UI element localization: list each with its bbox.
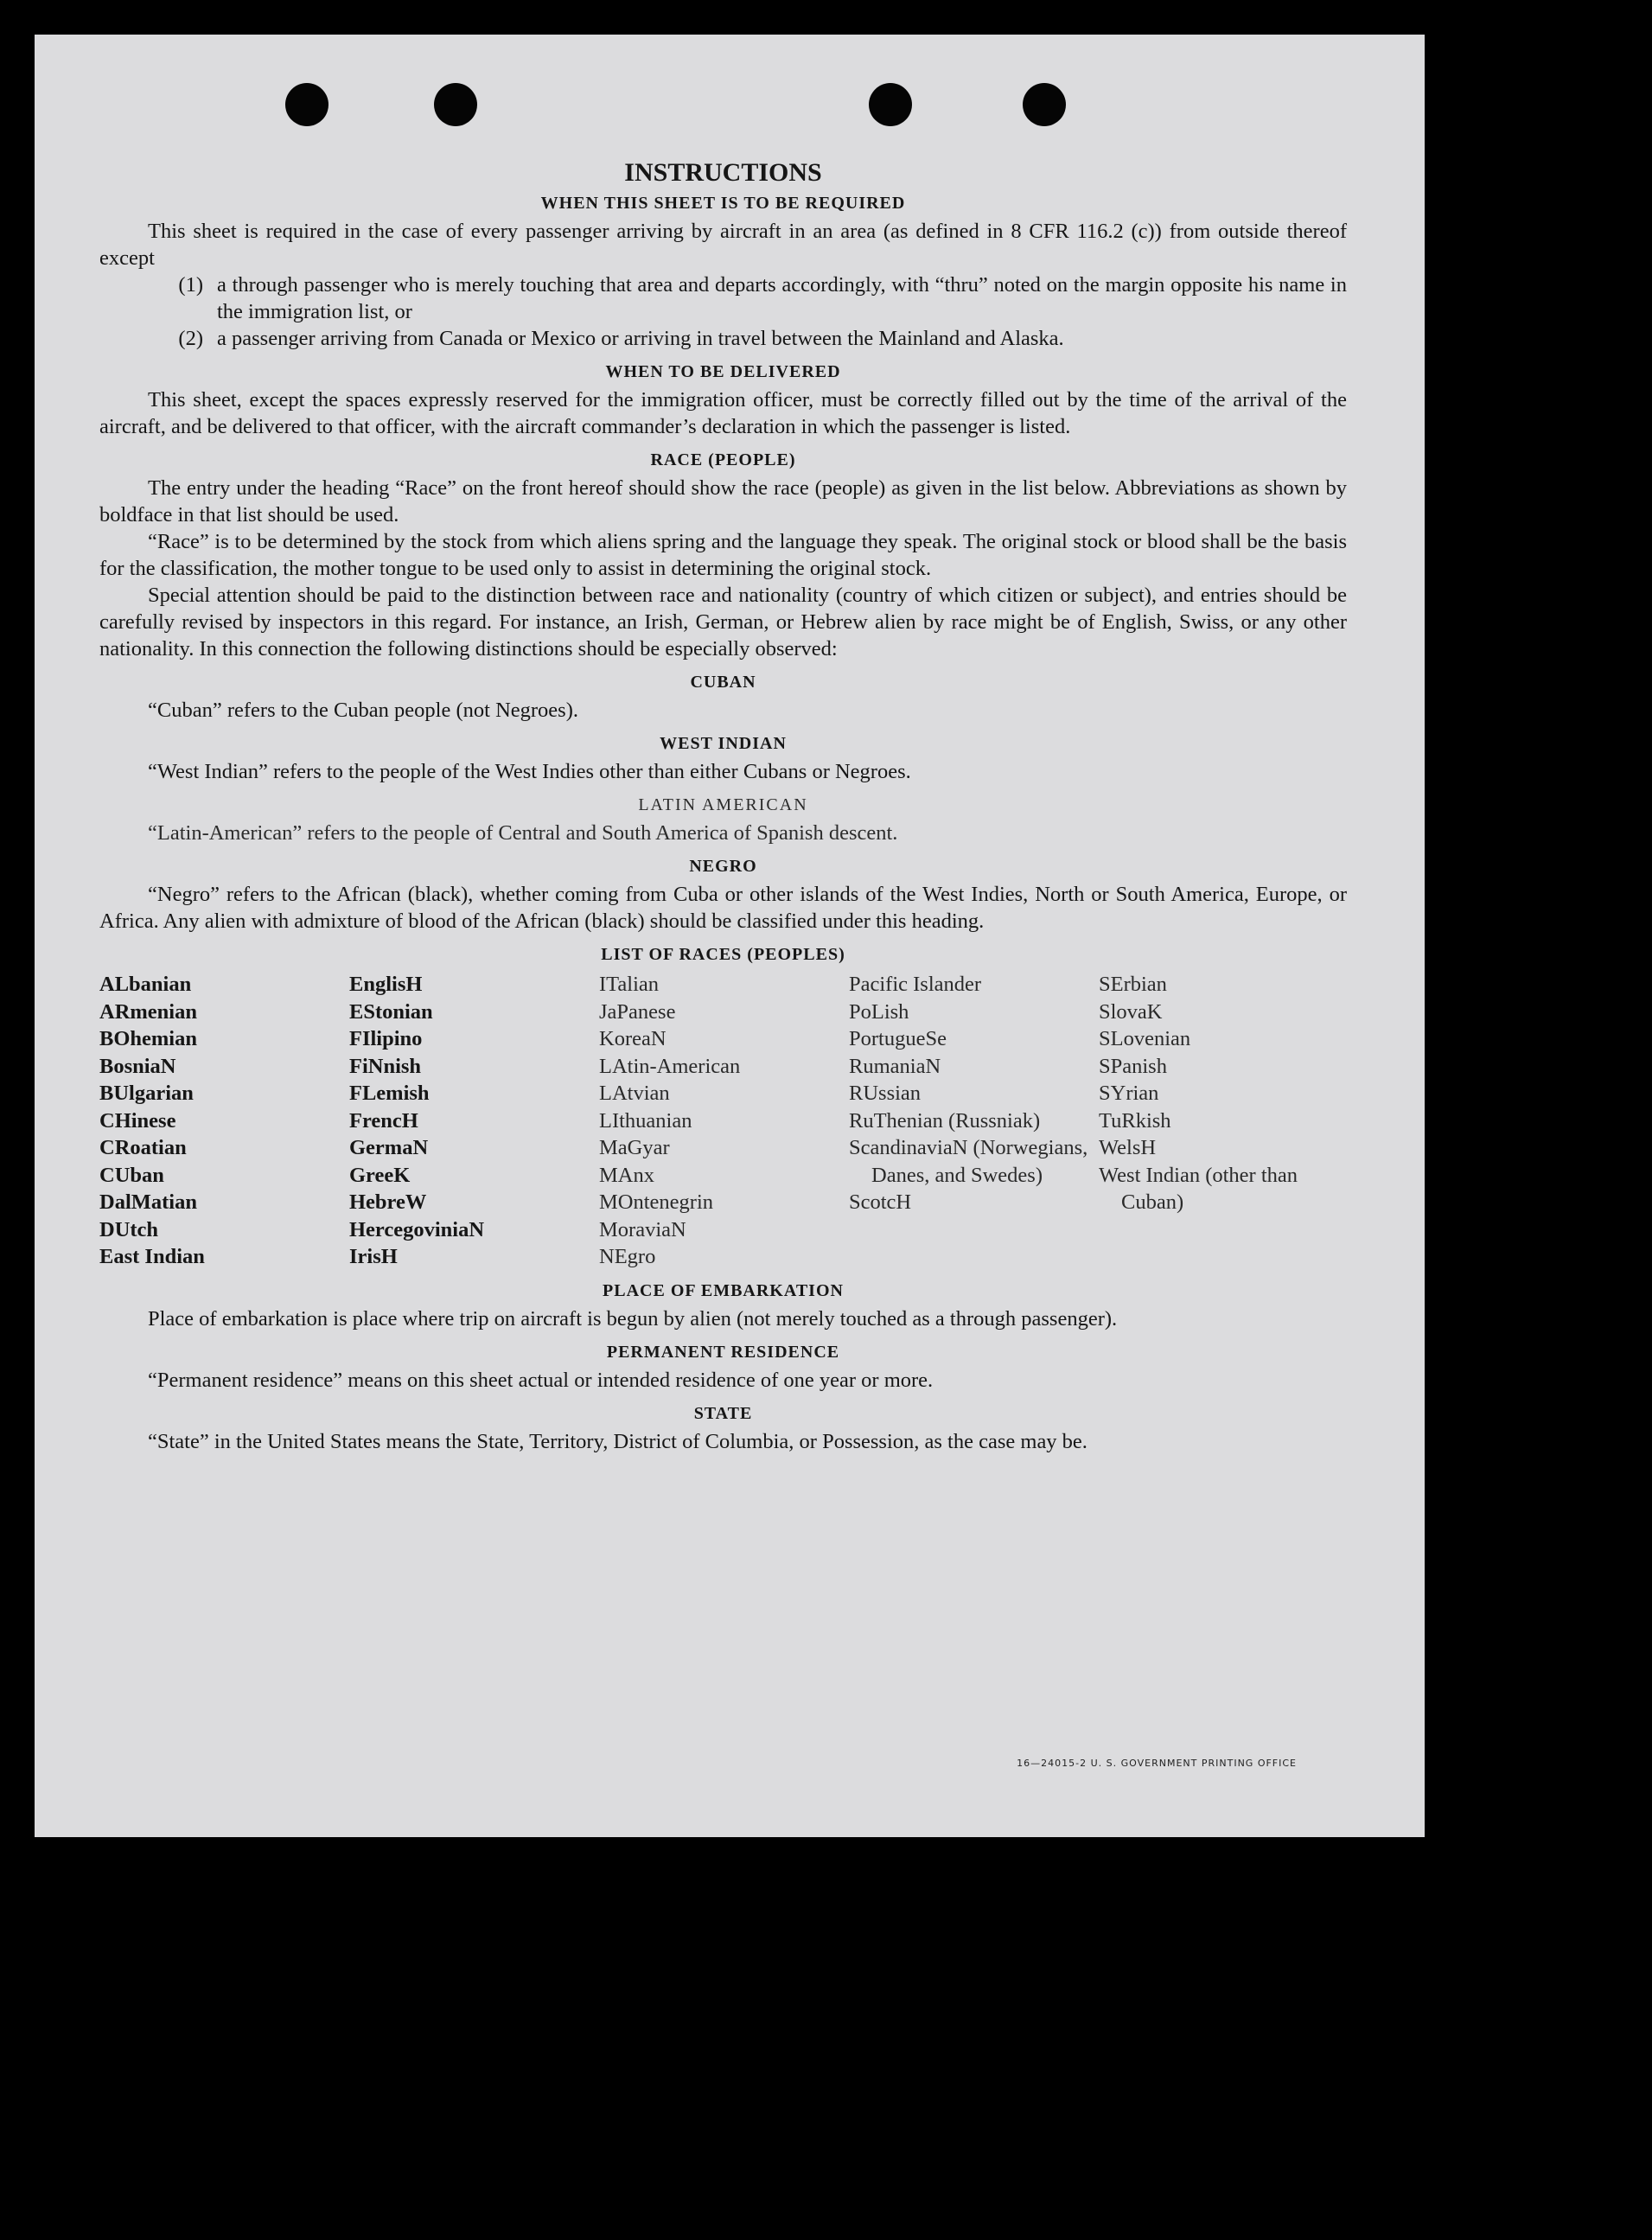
race-entry: SErbian — [1099, 973, 1167, 996]
race-entry: RUssian — [849, 1082, 922, 1105]
paragraph: “Permanent residence” means on this sheet actual or intended residence of one year or more. — [148, 1368, 934, 1392]
paragraph: This sheet is required in the case of every passenger arriving by aircraft in an area (as defined in 8 CFR 116.2 (c)) from outside thereof except — [99, 220, 1347, 270]
paragraph: The entry under the heading “Race” on the front hereof should show the race (people) as given in the list below. Abbreviations as shown by boldface in that list should be used. — [99, 476, 1347, 526]
section-heading: PLACE OF EMBARKATION — [603, 1280, 844, 1300]
race-entry: TuRkish — [1099, 1108, 1171, 1133]
race-entry: CUban — [99, 1163, 164, 1187]
races-column — [99, 971, 349, 1271]
race-entry: FrencH — [349, 1108, 418, 1133]
paragraph: “Latin-American” refers to the people of Central and South America of Spanish descent. — [148, 821, 898, 845]
race-entry: HercegoviniaN — [349, 1217, 485, 1241]
race-entry: East Indian — [99, 1245, 205, 1268]
races-list — [99, 971, 1347, 1271]
race-entry: SPanish — [1099, 1054, 1167, 1078]
race-entry: ScandinaviaN (Norwegians, Danes, and Swedes) — [849, 1136, 1088, 1187]
section-heading: LIST OF RACES (PEOPLES) — [601, 945, 845, 964]
race-entry: KoreaN — [599, 1027, 667, 1050]
race-entry: DalMatian — [99, 1190, 197, 1214]
race-entry: DUtch — [99, 1217, 159, 1241]
race-entry: RuThenian (Russniak) — [849, 1108, 1041, 1133]
race-entry: EnglisH — [349, 973, 423, 996]
race-entry: ARmenian — [99, 999, 197, 1024]
race-entry: WelsH — [1099, 1136, 1157, 1159]
races-column — [349, 971, 599, 1271]
race-entry: LAtin-American — [599, 1054, 741, 1078]
race-entry: SYrian — [1099, 1082, 1159, 1105]
race-entry: FLemish — [349, 1082, 430, 1105]
race-entry: MoraviaN — [599, 1217, 686, 1241]
race-entry: NEgro — [599, 1245, 656, 1268]
section-heading: WHEN TO BE DELIVERED — [605, 362, 841, 381]
race-entry: BosniaN — [99, 1054, 176, 1078]
item-text: a passenger arriving from Canada or Mexico or arriving in travel between the Mainland and Alaska. — [217, 327, 1064, 350]
item-text: a through passenger who is merely touching that area and departs accordingly, with “thru” noted on the margin opposite his name in the immigration list, or — [217, 273, 1347, 323]
instructions-content — [99, 156, 1347, 1455]
races-column — [849, 971, 1099, 1271]
punch-hole — [285, 83, 328, 126]
section-heading: NEGRO — [689, 857, 757, 876]
race-entry: MaGyar — [599, 1136, 670, 1159]
section-heading: STATE — [693, 1403, 753, 1423]
paragraph: This sheet, except the spaces expressly reserved for the immigration officer, must be correctly filled out by the time of the arrival of the aircraft, and be delivered to that officer, with the aircraft commander’s declaration in which the passenger is listed. — [99, 388, 1347, 438]
section-heading: PERMANENT RESIDENCE — [606, 1342, 840, 1362]
race-entry: FIlipino — [349, 1027, 423, 1050]
race-entry: MOntenegrin — [599, 1190, 713, 1214]
race-entry: GreeK — [349, 1163, 411, 1187]
race-entry: SLovenian — [1099, 1027, 1191, 1050]
item-number: (2) — [178, 327, 203, 350]
paragraph: “Negro” refers to the African (black), whether coming from Cuba or other islands of the West Indies, North or South America, Europe, or Africa. Any alien with admixture of blood of the African (black) should be classified under this heading. — [99, 883, 1347, 933]
paragraph: Place of embarkation is place where trip on aircraft is begun by alien (not merely touched as a through passenger). — [148, 1306, 1118, 1331]
section-heading: WEST INDIAN — [660, 734, 787, 753]
section-heading: LATIN AMERICAN — [638, 795, 808, 814]
list-item — [99, 271, 1347, 325]
printing-office-code: 16—24015-2 U. S. GOVERNMENT PRINTING OFFICE — [1017, 1758, 1297, 1769]
races-column — [599, 971, 849, 1271]
race-entry: PoLish — [849, 999, 909, 1024]
race-entry: FiNnish — [349, 1054, 422, 1078]
item-number: (1) — [178, 273, 203, 297]
race-entry: ALbanian — [99, 973, 192, 996]
race-entry: HebreW — [349, 1190, 427, 1214]
paragraph: “State” in the United States means the State, Territory, District of Columbia, or Possession, as the case may be. — [148, 1429, 1088, 1453]
races-column — [1099, 971, 1349, 1271]
race-entry: BUlgarian — [99, 1082, 194, 1105]
race-entry: RumaniaN — [849, 1054, 941, 1078]
paragraph: Special attention should be paid to the distinction between race and nationality (country of which citizen or subject), and entries should be carefully revised by inspectors in this regard. For instance, an Irish, German, or Hebrew alien by race might be of English, Swiss, or any other nationality. In this connection the following distinctions should be especially observed: — [99, 584, 1347, 661]
section-heading: CUBAN — [690, 673, 756, 692]
race-entry: CRoatian — [99, 1136, 187, 1159]
punch-hole — [869, 83, 912, 126]
race-entry: BOhemian — [99, 1027, 197, 1050]
race-entry: ITalian — [599, 973, 660, 996]
race-entry: CHinese — [99, 1108, 176, 1133]
list-item — [99, 325, 1347, 352]
race-entry: LIthuanian — [599, 1108, 692, 1133]
race-entry: LAtvian — [599, 1082, 670, 1105]
race-entry: JaPanese — [599, 999, 676, 1024]
race-entry: PortugueSe — [849, 1027, 947, 1050]
race-entry: ScotcH — [849, 1190, 912, 1214]
paragraph: “West Indian” refers to the people of the West Indies other than either Cubans or Negroes. — [148, 760, 911, 783]
paragraph: “Race” is to be determined by the stock from which aliens spring and the language they speak. The original stock or blood shall be the basis for the classification, the mother tongue to be used only to assist in determining the original stock. — [99, 530, 1347, 580]
document-sheet — [35, 35, 1425, 1837]
section-heading: WHEN THIS SHEET IS TO BE REQUIRED — [540, 194, 906, 213]
punch-hole — [434, 83, 477, 126]
race-entry: GermaN — [349, 1136, 429, 1159]
punch-hole — [1023, 83, 1066, 126]
race-entry: EStonian — [349, 999, 433, 1024]
section-heading: RACE (PEOPLE) — [650, 450, 796, 469]
race-entry: MAnx — [599, 1163, 654, 1187]
race-entry: Pacific Islander — [849, 973, 982, 996]
race-entry: West Indian (other than Cuban) — [1099, 1163, 1298, 1214]
race-entry: SlovaK — [1099, 999, 1163, 1024]
race-entry: IrisH — [349, 1245, 398, 1268]
paragraph: “Cuban” refers to the Cuban people (not Negroes). — [148, 699, 578, 722]
page-title: INSTRUCTIONS — [624, 158, 822, 187]
